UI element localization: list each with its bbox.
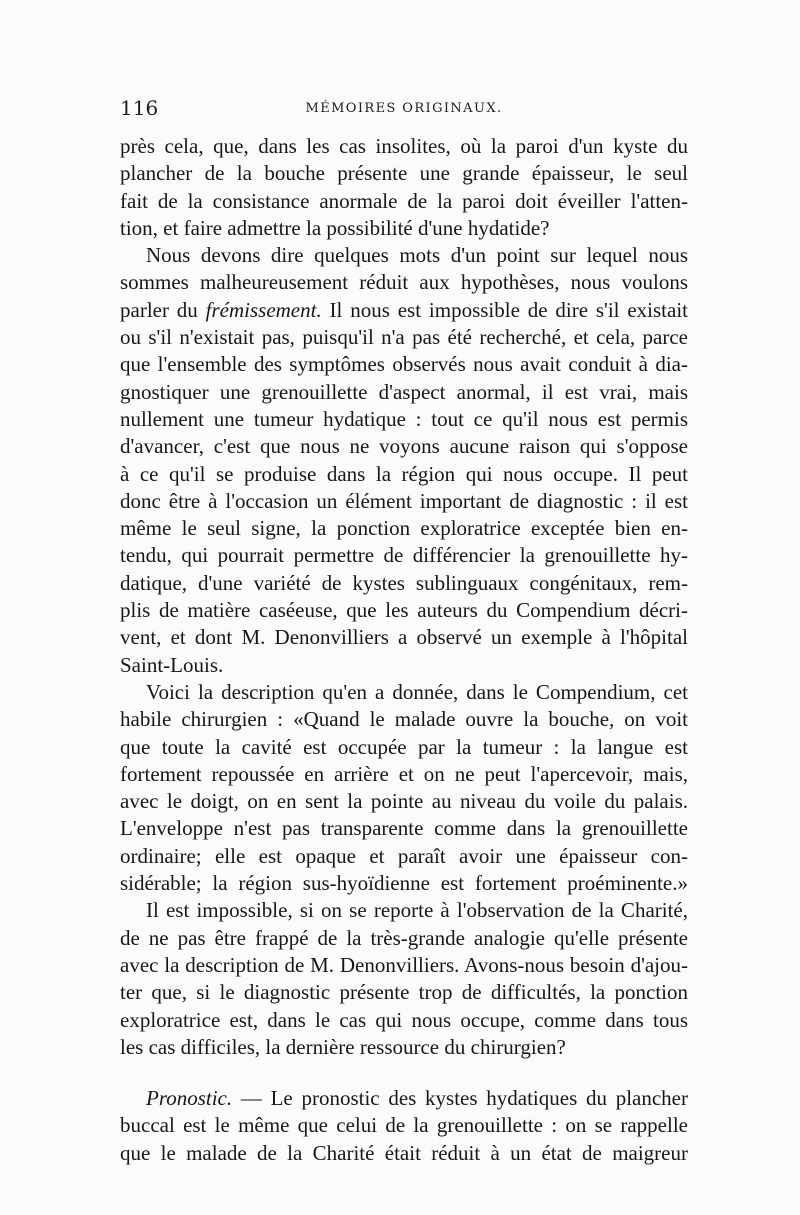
text-line: avec le doigt, on en sent la pointe au niveau du voile du palais. <box>120 789 688 814</box>
text-line: tion, et faire admettre la possibilité d'une hydatide? <box>120 215 550 240</box>
running-title: MÉMOIRES ORIGINAUX. <box>305 101 503 116</box>
page-number: 116 <box>120 96 159 120</box>
text-line: avec la description de M. Denonvilliers. Avons-nous besoin d'ajou- <box>120 952 688 977</box>
text-line: vent, et dont M. Denonvilliers a observé un exemple à l'hôpital <box>120 625 688 650</box>
paragraph <box>120 1085 688 1167</box>
text-line: L'enveloppe n'est pas transparente comme dans la grenouillette <box>120 816 688 841</box>
text-line: de ne pas être frappé de la très-grande analogie qu'elle présente <box>120 925 688 950</box>
text-line: sommes malheureusement réduit aux hypothèses, nous voulons <box>120 270 688 295</box>
text-line: fait de la consistance anormale de la paroi doit éveiller l'atten- <box>120 188 688 213</box>
text-segment: — Le pronostic des kystes hydatiques du plancher <box>232 1086 688 1111</box>
text-line: d'avancer, c'est que nous ne voyons aucune raison qui s'oppose <box>120 434 688 459</box>
text-line: plis de matière caséeuse, que les auteurs du Compendium décri- <box>120 598 688 623</box>
text-line: les cas difficiles, la dernière ressource du chirurgien? <box>120 1034 566 1059</box>
text-line: que le malade de la Charité était réduit à un état de maigreur <box>120 1140 688 1165</box>
text-line: Il est impossible, si on se reporte à l'observation de la Charité, <box>146 898 688 923</box>
paragraph <box>120 897 688 1061</box>
italic-term: frémissement. <box>205 297 322 322</box>
text-line: ter que, si le diagnostic présente trop de difficultés, la ponction <box>120 980 688 1005</box>
text-line: près cela, que, dans les cas insolites, où la paroi d'un kyste du <box>120 134 688 158</box>
text-line: sidérable; la région sus-hyoïdienne est fortement proéminente.» <box>120 871 688 896</box>
text-segment: Il nous est impossible de dire s'il existait <box>321 297 688 322</box>
text-line: à ce qu'il se produise dans la région qui nous occupe. Il peut <box>120 461 688 486</box>
text-line: Nous devons dire quelques mots d'un point sur lequel nous <box>146 243 688 268</box>
page-header <box>120 96 688 120</box>
text-line: Saint-Louis. <box>120 652 224 677</box>
text-line: Voici la description qu'en a donnée, dans le Compendium, cet <box>146 679 688 704</box>
text-line: donc être à l'occasion un élément important de diagnostic : il est <box>120 488 688 513</box>
text-segment: parler du <box>120 297 206 322</box>
paragraph <box>120 679 688 897</box>
text-line: tendu, qui pourrait permettre de différencier la grenouillette hy- <box>120 543 688 568</box>
text-line: gnostiquer une grenouillette d'aspect anormal, il est vrai, mais <box>120 379 688 404</box>
text-line: ordinaire; elle est opaque et paraît avoir une épaisseur con- <box>120 843 688 868</box>
text-line: fortement repoussée en arrière et on ne peut l'apercevoir, mais, <box>120 761 688 786</box>
text-line: nullement une tumeur hydatique : tout ce qu'il nous est permis <box>120 406 688 431</box>
section-heading: Pronostic. <box>146 1086 233 1111</box>
paragraph <box>120 242 688 679</box>
text-line: buccal est le même que celui de la grenouillette : on se rappelle <box>120 1113 688 1138</box>
text-line: plancher de la bouche présente une grande épaisseur, le seul <box>120 161 688 186</box>
text-line: que toute la cavité est occupée par la tumeur : la langue est <box>120 734 688 759</box>
text-line: exploratrice est, dans le cas qui nous occupe, comme dans tous <box>120 1007 688 1032</box>
text-line: ou s'il n'existait pas, puisqu'il n'a pas été recherché, et cela, parce <box>120 325 688 350</box>
text-line: que l'ensemble des symptômes observés nous avait conduit à dia- <box>120 352 688 377</box>
text-line: habile chirurgien : «Quand le malade ouvre la bouche, on voit <box>120 707 688 732</box>
text-line <box>120 1085 688 1112</box>
paragraph <box>120 133 688 242</box>
text-line <box>120 297 688 324</box>
body-text <box>120 133 688 1167</box>
text-line: datique, d'une variété de kystes sublinguaux congénitaux, rem- <box>120 570 688 595</box>
text-line: même le seul signe, la ponction exploratrice exceptée bien en- <box>120 516 688 541</box>
